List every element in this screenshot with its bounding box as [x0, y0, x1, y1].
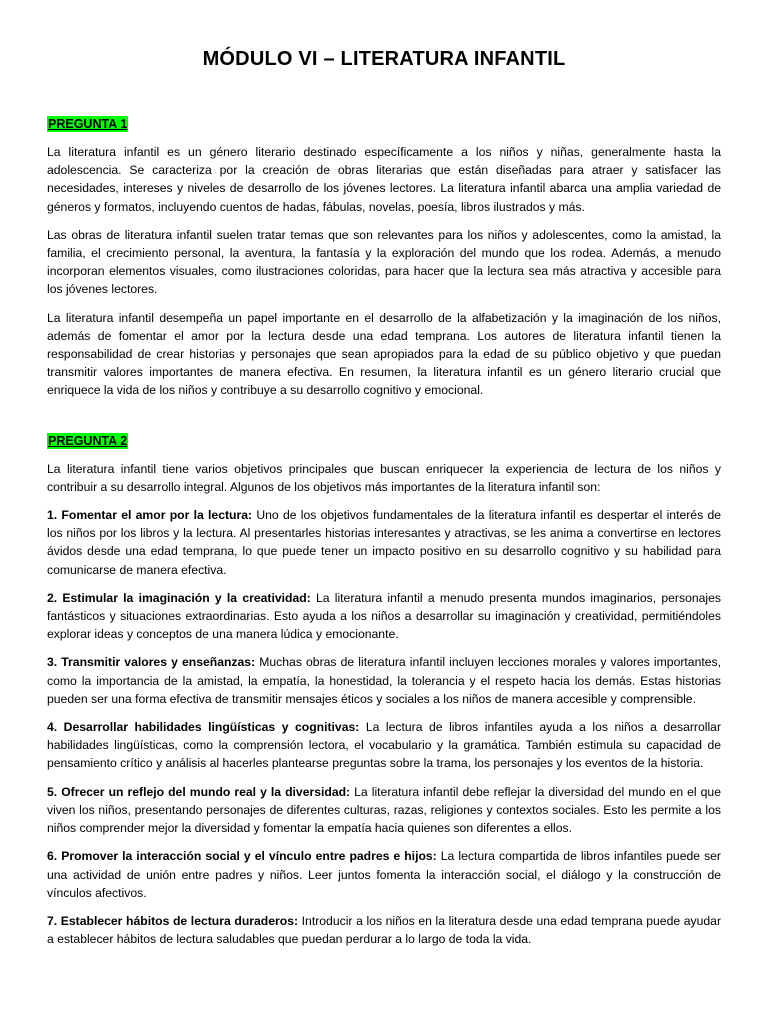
- objective-item: [47, 847, 721, 902]
- objective-item: [47, 589, 721, 644]
- page-title: MÓDULO VI – LITERATURA INFANTIL: [202, 48, 566, 70]
- question-2-heading: PREGUNTA 2: [48, 433, 128, 448]
- objective-item: [47, 653, 721, 708]
- objective-text: La literatura infantil debe reflejar la diversidad del mundo en el que viven los niños, presentando personajes de diferentes culturas, razas, religiones y contextos sociales. Esto les permite a los niños comprender mejor la diversidad y fomentar la empatía hacia quienes son diferentes a ellos.: [47, 784, 721, 836]
- objective-text: La lectura de libros infantiles ayuda a los niños a desarrollar habilidades lingüísticas, como la comprensión lectora, el vocabulario y la gramática. También estimula su capacidad de pensamiento crítico y análisis al hacerles plantearse preguntas sobre la trama, los personajes y los eventos de la historia.: [47, 720, 721, 771]
- objective-title: 2. Estimular la imaginación y la creatividad:: [47, 590, 311, 605]
- objective-title: 7. Establecer hábitos de lectura duraderos:: [47, 913, 299, 928]
- question-1-paragraph: La literatura infantil es un género literario destinado específicamente a los niños y niñas, generalmente hasta la adolescencia. Se caracteriza por la creación de obras literarias que están diseñadas para atraer y satisfacer las necesidades, intereses y niveles de desarrollo de los jóvenes lectores. La literatura infantil abarca una amplia variedad de géneros y formatos, incluyendo cuentos de hadas, fábulas, novelas, poesía, libros ilustrados y más.: [47, 145, 721, 214]
- question-2-section: [47, 432, 721, 949]
- objective-item: [47, 506, 721, 579]
- objective-title: 3. Transmitir valores y enseñanzas:: [47, 655, 256, 670]
- objective-title: 1. Fomentar el amor por la lectura:: [47, 508, 253, 523]
- question-1-section: [47, 115, 721, 400]
- section-gap: [47, 410, 721, 432]
- question-1-paragraph: La literatura infantil desempeña un papel importante en el desarrollo de la alfabetización y la imaginación de los niños, además de fomentar el amor por la lectura desde una edad temprana. Los autores de literatura infantil tienen la responsabilidad de crear historias y personajes que sean apropiados para la edad de su público objetivo y que puedan transmitir valores importantes de manera efectiva. En resumen, la literatura infantil es un género literario crucial que enriquece la vida de los niños y contribuye a su desarrollo cognitivo y emocional.: [47, 310, 721, 398]
- objective-text: La literatura infantil a menudo presenta mundos imaginarios, personajes fantásticos y situaciones extraordinarias. Esto ayuda a los niños a desarrollar su imaginación y creatividad, permitiéndoles explorar ideas y conceptos de una manera lúdica y emocionante.: [47, 590, 721, 642]
- question-1-heading: PREGUNTA 1: [48, 117, 128, 131]
- objective-title: 6. Promover la interacción social y el vínculo entre padres e hijos:: [47, 849, 437, 864]
- objective-title: 5. Ofrecer un reflejo del mundo real y la diversidad:: [47, 784, 351, 799]
- objective-text: Introducir a los niños en la literatura desde una edad temprana puede ayudar a establecer hábitos de lectura saludables que puedan perdurar a lo largo de toda la vida.: [47, 913, 721, 947]
- objective-text: Muchas obras de literatura infantil incluyen lecciones morales y valores importantes, como la importancia de la amistad, la empatía, la honestidad, la tolerancia y el respeto hacia los demás. Estas historias pueden ser una forma efectiva de transmitir mensajes éticos y sociales a los niños de manera accesible y comprensible.: [47, 655, 721, 706]
- question-1-paragraph: Las obras de literatura infantil suelen tratar temas que son relevantes para los niños y adolescentes, como la amistad, la familia, el crecimiento personal, la aventura, la fantasía y la exploración del mundo que los rodea. Además, a menudo incorporan elementos visuales, como ilustraciones coloridas, para hacer que la lectura sea más atractiva y accesible para los jóvenes lectores.: [47, 227, 721, 297]
- objective-text: La lectura compartida de libros infantiles puede ser una actividad de unión entre padres y niños. Leer juntos fomenta la interacción social, el diálogo y la construcción de vínculos afectivos.: [47, 849, 721, 900]
- objective-title: 4. Desarrollar habilidades lingüísticas y cognitivas:: [47, 720, 360, 735]
- objective-item: [47, 783, 721, 838]
- objective-text: Uno de los objetivos fundamentales de la literatura infantil es despertar el interés de los niños por los libros y la lectura. Al presentarles historias interesantes y atractivas, se les anima a convertirse en lectores ávidos desde una edad temprana, lo que puede tener un impacto positivo en su desarrollo cognitivo y su habilidad para comunicarse de manera efectiva.: [47, 508, 721, 577]
- question-2-intro: La literatura infantil tiene varios objetivos principales que buscan enriquecer la experiencia de lectura de los niños y contribuir a su desarrollo integral. Algunos de los objetivos más importantes de la literatura infantil son:: [47, 461, 721, 494]
- objective-item: [47, 718, 721, 773]
- objective-item: [47, 912, 721, 948]
